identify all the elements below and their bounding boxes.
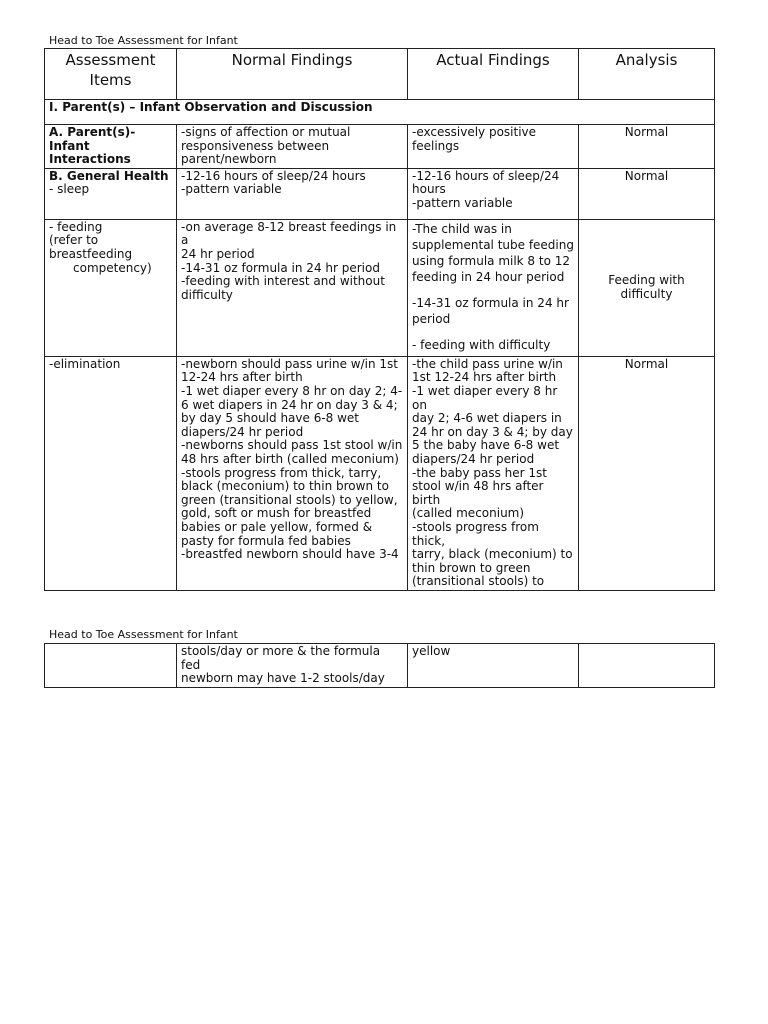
- assessment-table: [44, 48, 715, 591]
- item-label: - sleep: [49, 182, 90, 197]
- assessment-item: [45, 644, 177, 688]
- item-label: - feeding (refer to breastfeeding: [49, 219, 133, 261]
- page-header-1: Head to Toe Assessment for Infant: [49, 34, 238, 47]
- column-header-row: [45, 49, 715, 100]
- actual-paragraph: -The child was in supplemental tube feeding using formula milk 8 to 12 feeding in 24 hour period: [412, 221, 574, 284]
- col-assessment-items: Assessment Items: [45, 49, 177, 100]
- normal-findings-cell: -12-16 hours of sleep/24 hours -pattern variable: [177, 168, 408, 219]
- table-row: [45, 168, 715, 219]
- item-label-indent: competency): [73, 260, 152, 275]
- table-row: [45, 356, 715, 590]
- analysis-cell: Normal: [579, 125, 715, 169]
- normal-findings-cell: -on average 8-12 breast feedings in a 24 hr period -14-31 oz formula in 24 hr period -feeding with interest and without difficulty: [177, 219, 408, 356]
- assessment-item: [45, 219, 177, 356]
- actual-findings-cell: yellow: [408, 644, 579, 688]
- analysis-cell: [579, 644, 715, 688]
- assessment-table-continued: [44, 643, 715, 688]
- assessment-item: [45, 168, 177, 219]
- actual-findings-cell: [408, 219, 579, 356]
- section-title: I. Parent(s) – Infant Observation and Discussion: [45, 100, 715, 125]
- table-row: [45, 644, 715, 688]
- actual-paragraph: - feeding with difficulty: [412, 337, 551, 352]
- section-row: [45, 100, 715, 125]
- actual-findings-cell: -12-16 hours of sleep/24 hours -pattern variable: [408, 168, 579, 219]
- table-row: [45, 125, 715, 169]
- item-label: -elimination: [49, 356, 121, 371]
- assessment-item: [45, 356, 177, 590]
- analysis-cell: Feeding with difficulty: [579, 219, 715, 356]
- item-heading: A. Parent(s)- Infant Interactions: [49, 125, 136, 167]
- actual-paragraph: -14-31 oz formula in 24 hr period: [412, 295, 569, 326]
- normal-findings-cell: -newborn should pass urine w/in 1st 12-24 hrs after birth -1 wet diaper every 8 hr on day 2; 4- 6 wet diapers in 24 hr on day 3 & 4; by day 5 should have 6-8 wet diapers/24 hr period -newborns should pass 1st stool w/in 48 hrs after birth (called meconium) -stools progress from thick, tarry, black (meconium) to thin brown to green (transitional stools) to yellow, gold, soft or mush for breastfed babies or pale yellow, formed & pasty for formula fed babies -breastfed newborn should have 3-4: [177, 356, 408, 590]
- normal-findings-cell: -signs of affection or mutual responsiveness between parent/newborn: [177, 125, 408, 169]
- actual-findings-cell: -excessively positive feelings: [408, 125, 579, 169]
- assessment-item: [45, 125, 177, 169]
- table-row: [45, 219, 715, 356]
- actual-findings-cell: -the child pass urine w/in 1st 12-24 hrs after birth -1 wet diaper every 8 hr on day 2; 4-6 wet diapers in 24 hr on day 3 & 4; by day 5 the baby have 6-8 wet diapers/24 hr period -the baby pass her 1st stool w/in 48 hrs after birth (called meconium) -stools progress from thick, tarry, black (meconium) to thin brown to green (transitional stools) to: [408, 356, 579, 590]
- analysis-cell: Normal: [579, 168, 715, 219]
- item-heading: B. General Health: [49, 168, 169, 183]
- col-analysis: Analysis: [579, 49, 715, 100]
- normal-findings-cell: stools/day or more & the formula fed newborn may have 1-2 stools/day: [177, 644, 408, 688]
- col-actual-findings: Actual Findings: [408, 49, 579, 100]
- analysis-cell: Normal: [579, 356, 715, 590]
- page-header-2: Head to Toe Assessment for Infant: [49, 628, 238, 641]
- col-normal-findings: Normal Findings: [177, 49, 408, 100]
